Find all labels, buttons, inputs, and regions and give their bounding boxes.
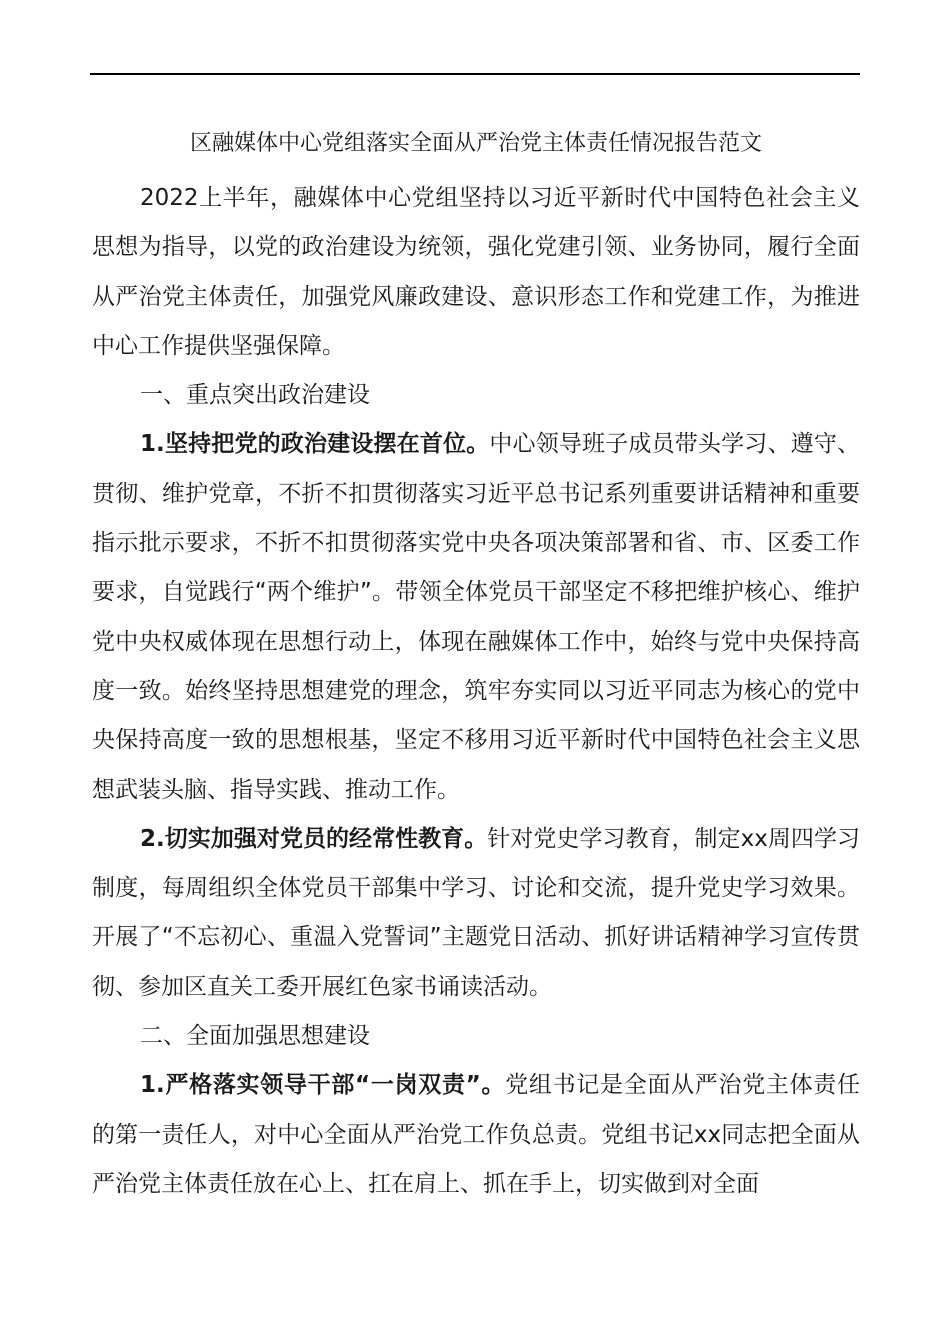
section-2-item-1-text: 党组书记是全面从严治党主体责任的第一责任人，对中心全面从严治党工作负总责。党组书记xx同志把全面从严治党主体责任放在心上、扛在肩上、抓在手上，切实做到对全面 (92, 1072, 860, 1197)
section-1-item-2 (92, 815, 860, 1012)
section-2-heading: 二、全面加强思想建设 (140, 1023, 370, 1050)
header-rule (90, 73, 860, 75)
section-1-heading: 一、重点突出政治建设 (140, 382, 370, 409)
section-1-item-1-title: 1.坚持把党的政治建设摆在首位。 (140, 431, 490, 458)
section-2-item-1 (92, 1061, 860, 1209)
section-2-item-1-title: 1.严格落实领导干部“一岗双责”。 (140, 1072, 506, 1099)
section-1-item-2-title: 2.切实加强对党员的经常性教育。 (140, 825, 488, 852)
section-1-item-1 (92, 420, 860, 814)
document-title: 区融媒体中心党组落实全面从严治党主体责任情况报告范文 (189, 131, 762, 156)
intro-paragraph: 2022上半年，融媒体中心党组坚持以习近平新时代中国特色社会主义思想为指导，以党的政治建设为统领，强化党建引领、业务协同，履行全面从严治党主体责任，加强党风廉政建设、意识形态工作和党建工作，为推进中心工作提供坚强保障。 (92, 185, 860, 359)
section-1-item-1-text: 中心领导班子成员带头学习、遵守、贯彻、维护党章，不折不扣贯彻落实习近平总书记系列重要讲话精神和重要指示批示要求，不折不扣贯彻落实党中央各项决策部署和省、市、区委工作要求，自觉践行“两个维护”。带领全体党员干部坚定不移把维护核心、维护党中央权威体现在思想行动上，体现在融媒体工作中，始终与党中央保持高度一致。始终坚持思想建党的理念，筑牢夯实同以习近平同志为核心的党中央保持高度一致的思想根基，坚定不移用习近平新时代中国特色社会主义思想武装头脑、指导实践、推动工作。 (92, 431, 861, 803)
document-body (92, 120, 860, 1209)
section-1-item-2-text: 针对党史学习教育，制定xx周四学习制度，每周组织全体党员干部集中学习、讨论和交流，提升党史学习效果。开展了“不忘初心、重温入党誓词”主题党日活动、抓好讲话精神学习宣传贯彻、参加区直关工委开展红色家书诵读活动。 (92, 825, 860, 1000)
